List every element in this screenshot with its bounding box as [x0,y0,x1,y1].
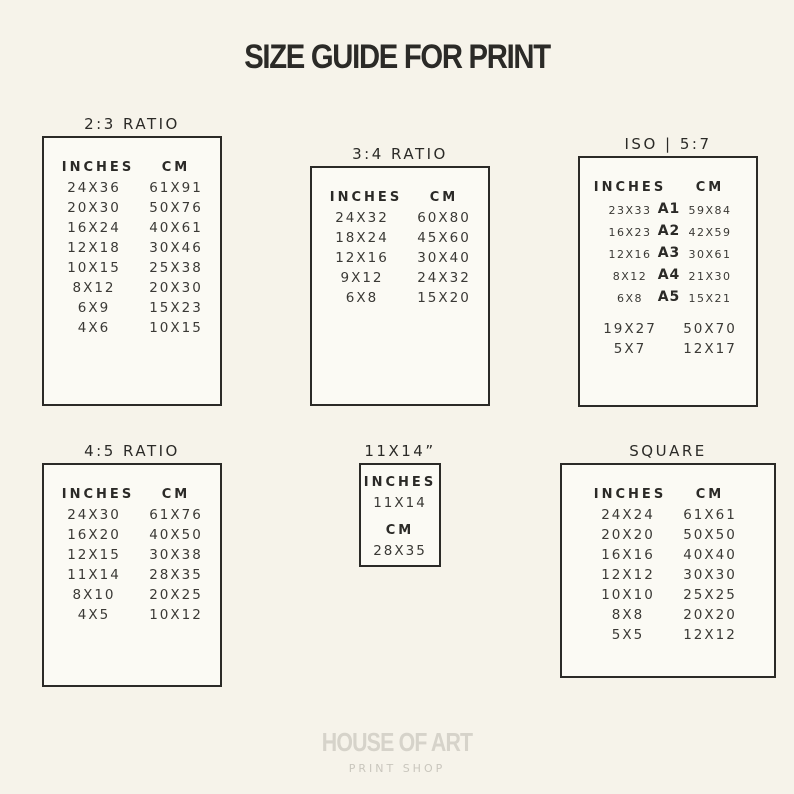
cm-header: CM [429,190,459,205]
square-frame [560,463,776,678]
size-inches: 11X14 [67,567,121,583]
size-inches: 20X20 [601,527,655,543]
ratio-2-3-frame [42,136,222,406]
size-cm: 10X12 [149,607,203,623]
size-cm: 20X20 [683,607,737,623]
size-11x14-label: 11X14” [364,442,436,460]
size-cm: 50X76 [149,200,203,216]
size-cm: 15X23 [149,300,203,316]
size-cm: 40X61 [149,220,203,236]
brand-tagline: PRINT SHOP [348,762,446,775]
size-inches: 12X15 [67,547,121,563]
size-inches: 4X5 [77,607,111,623]
size-inches: 10X15 [67,260,121,276]
size-cm: 15X20 [417,290,471,306]
size-cm: 10X15 [149,320,203,336]
cm-header: CM [161,487,191,502]
cm-header: CM [695,180,725,195]
size-cm: 61X61 [683,507,737,523]
size-inches: 12X16 [335,250,389,266]
size-inches: 8X12 [612,270,648,283]
size-cm: 20X30 [149,280,203,296]
size-inches: 24X36 [67,180,121,196]
page-title: SIZE GUIDE FOR PRINT [244,38,550,76]
ratio-3-4-frame [310,166,490,406]
size-inches: 23X33 [608,204,652,217]
size-inches: 12X16 [608,248,652,261]
iso-size: A4 [657,267,681,283]
size-cm: 21X30 [688,270,732,283]
size-inches: 12X18 [67,240,121,256]
size-cm: 61X76 [149,507,203,523]
size-inches: 18X24 [335,230,389,246]
size-cm: 28X35 [373,543,427,559]
size-inches: 16X23 [608,226,652,239]
inches-header: INCHES [61,160,135,175]
size-inches: 12X12 [601,567,655,583]
size-inches: 20X30 [67,200,121,216]
cm-header: CM [385,523,415,538]
ratio-2-3-label: 2:3 RATIO [84,115,180,133]
size-inches: 10X10 [601,587,655,603]
size-cm: 30X46 [149,240,203,256]
size-inches: 11X14 [373,495,427,511]
size-inches: 24X30 [67,507,121,523]
size-cm: 20X25 [149,587,203,603]
size-cm: 42X59 [688,226,732,239]
size-cm: 40X50 [149,527,203,543]
size-inches: 8X12 [72,280,116,296]
inches-header: INCHES [61,487,135,502]
size-cm: 25X25 [683,587,737,603]
ratio-4-5-label: 4:5 RATIO [84,442,180,460]
size-inches: 16X24 [67,220,121,236]
size-cm: 30X61 [688,248,732,261]
iso-5-7-label: ISO | 5:7 [624,135,712,153]
iso-5-7-frame [578,156,758,407]
size-inches: 16X16 [601,547,655,563]
size-cm: 12X17 [683,341,737,357]
square-label: SQUARE [629,442,707,460]
size-cm: 30X30 [683,567,737,583]
iso-size: A3 [657,245,681,261]
size-inches: 6X8 [616,292,644,305]
size-inches: 9X12 [340,270,384,286]
inches-header: INCHES [593,180,667,195]
iso-size: A1 [657,201,681,217]
size-inches: 8X8 [611,607,645,623]
size-inches: 8X10 [72,587,116,603]
ratio-4-5-frame [42,463,222,687]
size-inches: 24X24 [601,507,655,523]
size-cm: 24X32 [417,270,471,286]
size-cm: 59X84 [688,204,732,217]
size-inches: 19X27 [603,321,657,337]
inches-header: INCHES [363,475,437,490]
size-inches: 6X8 [345,290,379,306]
size-inches: 16X20 [67,527,121,543]
size-inches: 4X6 [77,320,111,336]
brand-logo: HOUSE OF ART [321,727,473,757]
size-cm: 40X40 [683,547,737,563]
size-inches: 5X7 [613,341,647,357]
cm-header: CM [161,160,191,175]
size-inches: 6X9 [77,300,111,316]
cm-header: CM [695,487,725,502]
size-cm: 30X40 [417,250,471,266]
size-cm: 50X50 [683,527,737,543]
size-cm: 45X60 [417,230,471,246]
iso-size: A2 [657,223,681,239]
size-cm: 60X80 [417,210,471,226]
size-cm: 30X38 [149,547,203,563]
iso-size: A5 [657,289,681,305]
inches-header: INCHES [593,487,667,502]
ratio-3-4-label: 3:4 RATIO [352,145,448,163]
size-inches: 5X5 [611,627,645,643]
size-cm: 12X12 [683,627,737,643]
size-cm: 28X35 [149,567,203,583]
size-cm: 25X38 [149,260,203,276]
size-cm: 61X91 [149,180,203,196]
size-cm: 15X21 [688,292,732,305]
inches-header: INCHES [329,190,403,205]
size-inches: 24X32 [335,210,389,226]
size-11x14-frame [359,463,441,567]
size-cm: 50X70 [683,321,737,337]
